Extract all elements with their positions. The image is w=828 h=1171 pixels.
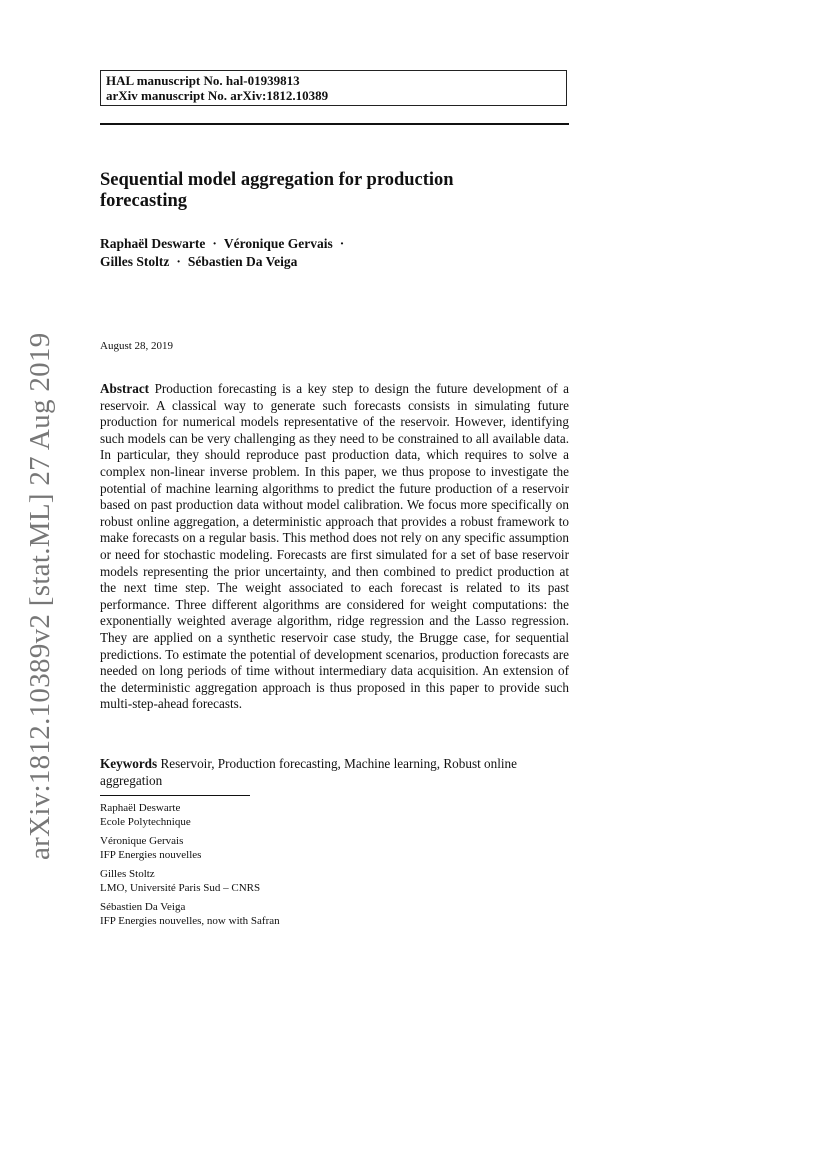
footnote-rule xyxy=(100,795,250,796)
paper-date: August 28, 2019 xyxy=(100,340,174,352)
affiliation-institution: IFP Energies nouvelles, now with Safran xyxy=(100,914,280,927)
author-list xyxy=(100,235,570,271)
arxiv-side-identifier: arXiv:1812.10389v2 [stat.ML] 27 Aug 2019 xyxy=(24,332,56,860)
affiliation-institution: IFP Energies nouvelles xyxy=(100,848,202,861)
affiliation-entry xyxy=(100,802,500,829)
affiliation-name: Véronique Gervais xyxy=(100,835,184,847)
affiliation-name: Gilles Stoltz xyxy=(100,868,155,880)
keywords xyxy=(100,756,569,789)
title-line-1: Sequential model aggregation for production xyxy=(100,170,454,190)
author-name: Sébastien Da Veiga xyxy=(187,254,298,269)
author-line-2 xyxy=(100,253,570,271)
affiliation-name: Raphaël Deswarte xyxy=(100,802,181,814)
affiliation-institution: LMO, Université Paris Sud – CNRS xyxy=(100,881,261,894)
affiliation-entry xyxy=(100,868,500,895)
author-separator: · xyxy=(339,236,345,251)
affiliation-entry xyxy=(100,835,500,862)
author-separator: · xyxy=(176,254,181,269)
keywords-label: Keywords xyxy=(100,756,158,771)
author-name: Gilles Stoltz xyxy=(100,254,170,269)
arxiv-manuscript-number: arXiv manuscript No. arXiv:1812.10389 xyxy=(106,88,329,103)
affiliation-institution: Ecole Polytechnique xyxy=(100,815,191,828)
paper-title xyxy=(100,170,530,212)
author-name: Véronique Gervais xyxy=(223,236,333,251)
affiliations xyxy=(100,802,500,934)
abstract-text: Production forecasting is a key step to design the future development of a reservoir. A classical way to generate such forecasts consists in simulating future production for numerical models representative of the reservoir. However, identifying such models can be very challenging as they need to be constrained to all available data. In particular, they should reproduce past production data, which requires to solve a complex non-linear inverse problem. In this paper, we thus propose to investigate the potential of machine learning algorithms to predict the future production of a reservoir based on past production data without model calibration. We focus more specifically on robust online aggregation, a deterministic approach that provides a robust framework to make forecasts on a regular basis. This method does not rely on any specific assumption or need for stochastic modeling. Forecasts are first simulated for a set of base reservoir models representing the prior uncertainty, and then combined to predict production at the next time step. The weight associated to each forecast is related to its past performance. Three different algorithms are considered for weight computations: the exponentially weighted average algorithm, ridge regression and the Lasso regression. They are applied on a synthetic reservoir case study, the Brugge case, for sequential predictions. To estimate the potential of development scenarios, production forecasts are needed on long periods of time without intermediary data acquisition. An extension of the deterministic aggregation approach is thus proposed in this paper to provide such multi-step-ahead forecasts. xyxy=(100,381,569,712)
manuscript-header-box xyxy=(100,70,567,106)
affiliation-name: Sébastien Da Veiga xyxy=(100,901,186,913)
title-line-2: forecasting xyxy=(100,191,187,211)
author-line-1 xyxy=(100,235,570,253)
keywords-text: Reservoir, Production forecasting, Machine learning, Robust online aggregation xyxy=(100,756,518,788)
author-name: Raphaël Deswarte xyxy=(100,236,206,251)
abstract-label: Abstract xyxy=(100,381,150,396)
author-separator: · xyxy=(212,236,217,251)
header-rule xyxy=(100,123,569,125)
affiliation-entry xyxy=(100,901,500,928)
abstract xyxy=(100,381,569,713)
hal-manuscript-number: HAL manuscript No. hal-01939813 xyxy=(106,73,300,88)
